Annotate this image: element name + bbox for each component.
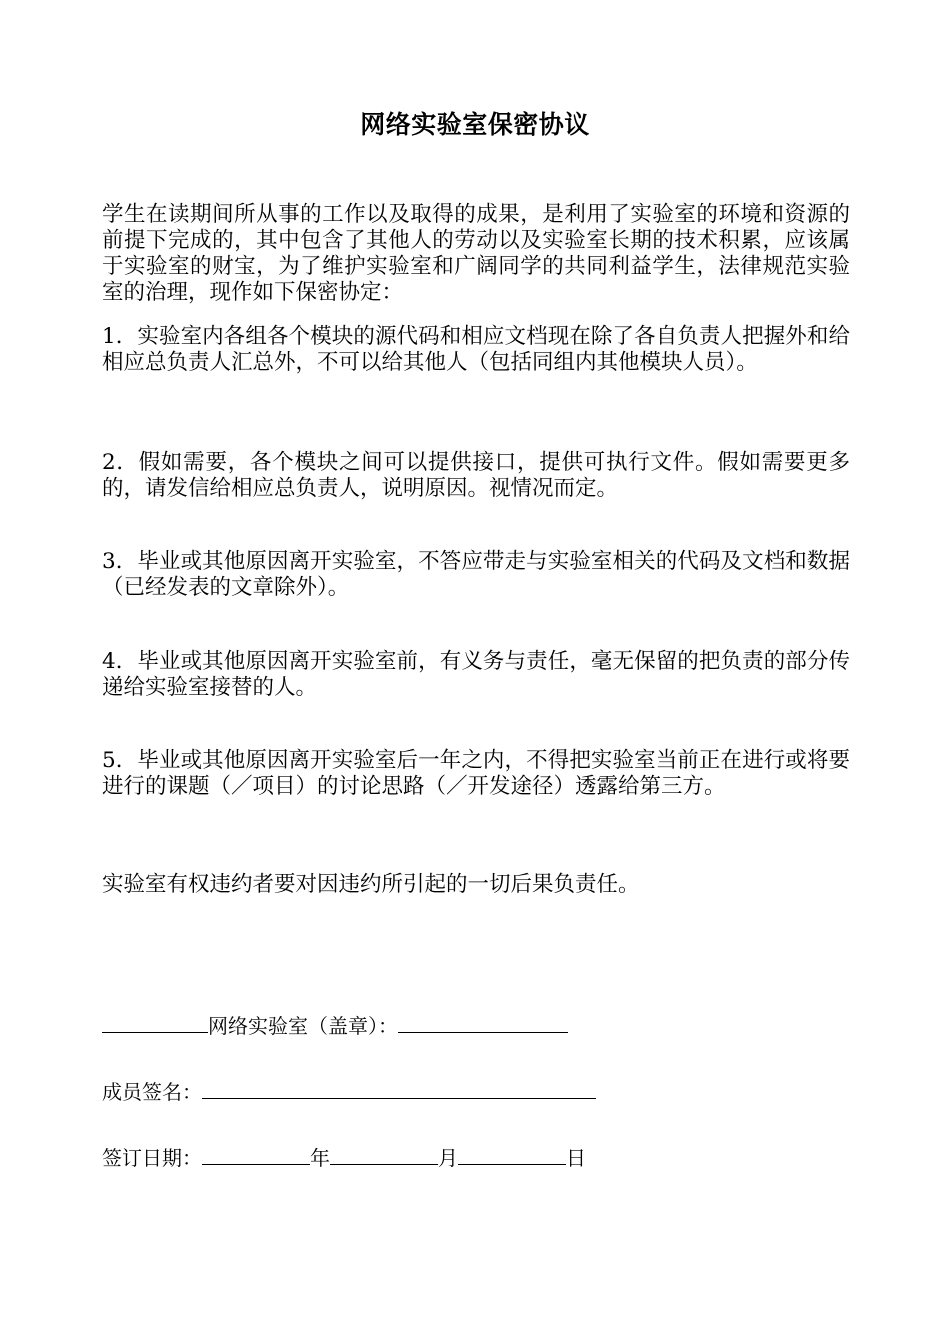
stamp-prefix-blank: [102, 1015, 208, 1033]
member-sign-label: 成员签名：: [102, 1080, 202, 1104]
member-sign-line: [102, 1081, 622, 1103]
month-label: 月: [438, 1146, 458, 1170]
lab-stamp-line: [102, 1015, 622, 1037]
day-label: 日: [566, 1146, 586, 1170]
year-blank: [202, 1147, 310, 1165]
signature-block: [102, 971, 622, 1213]
clause-4: 4．毕业或其他原因离开实验室前，有义务与责任，毫无保留的把负责的部分传递给实验室接替的人。: [102, 649, 850, 700]
document-title: 网络实验室保密协议: [360, 110, 590, 139]
intro-paragraph: 学生在读期间所从事的工作以及取得的成果，是利用了实验室的环境和资源的前提下完成的，其中包含了其他人的劳动以及实验室长期的技术积累，应该属于实验室的财宝，为了维护实验室和广阔同学的共同利益学生，法律规范实验室的治理，现作如下保密协定：: [102, 202, 850, 305]
lab-stamp-blank: [398, 1015, 568, 1033]
lab-stamp-label: 网络实验室（盖章）：: [208, 1014, 398, 1038]
clause-2: 2．假如需要，各个模块之间可以提供接口，提供可执行文件。假如需要更多的，请发信给相应总负责人，说明原因。视情况而定。: [102, 450, 850, 501]
year-label: 年: [310, 1146, 330, 1170]
sign-date-line: [102, 1147, 622, 1169]
clause-1: 1．实验室内各组各个模块的源代码和相应文档现在除了各自负责人把握外和给相应总负责人汇总外，不可以给其他人（包括同组内其他模块人员）。: [102, 324, 850, 375]
member-sign-blank: [202, 1081, 596, 1099]
date-label: 签订日期：: [102, 1146, 202, 1170]
clause-3: 3．毕业或其他原因离开实验室，不答应带走与实验室相关的代码及文档和数据（已经发表的文章除外）。: [102, 549, 850, 600]
day-blank: [458, 1147, 566, 1165]
month-blank: [330, 1147, 438, 1165]
closing-statement: 实验室有权违约者要对因违约所引起的一切后果负责任。: [102, 872, 640, 897]
clause-5: 5．毕业或其他原因离开实验室后一年之内，不得把实验室当前正在进行或将要进行的课题（／项目）的讨论思路（／开发途径）透露给第三方。: [102, 748, 850, 799]
